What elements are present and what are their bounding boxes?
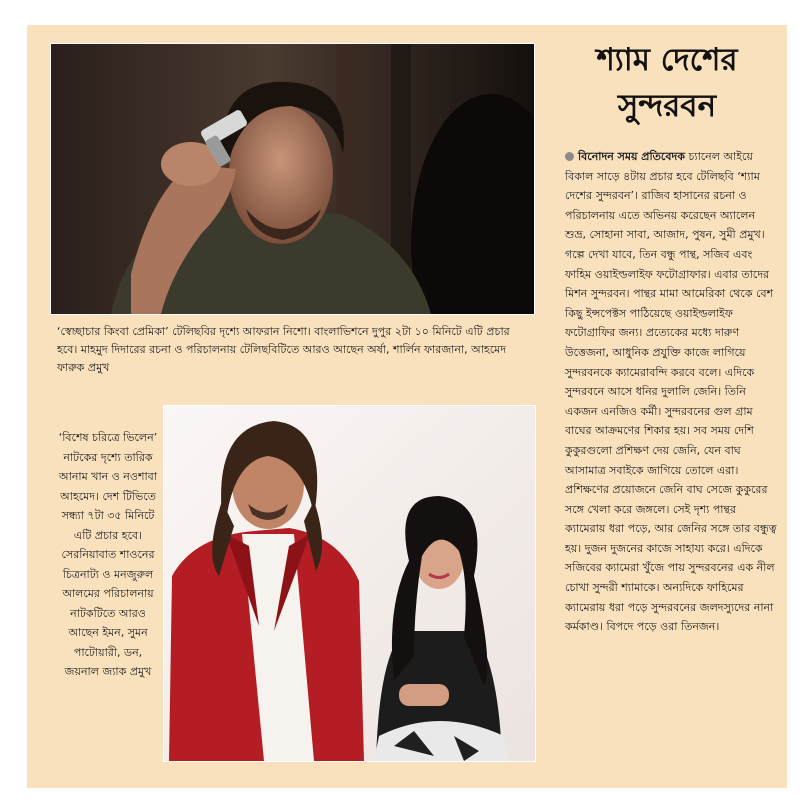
byline: বিনোদন সময় প্রতিবেদক bbox=[578, 150, 685, 163]
story-body: চ্যানেল আইয়ে বিকাল সাড়ে ৪টায় প্রচার হবে টেলিছবি ‘শ্যাম দেশের সুন্দরবন’। রাজিব হাসানের রচনা ও পরিচালনায় এতে অভিনয় করেছেন অ্যালেন শুভ্র, সোহানা সাবা, আজাদ, পুষন, সুমী প্রমুখ। গল্পে দেখা যাবে, তিন বন্ধু পান্থ, সজিব এবং ফাহিম ওয়াইল্ডলাইফ ফটোগ্রাফার। এবার তাদের মিশন সুন্দরবন। পান্থর মামা আমেরিকা থেকে বেশ কিছু ইন্সপেক্টস পাঠিয়েছে ওয়াইল্ডলাইফ ফটোগ্রাফির জন্য। প্রত্যেকের মধ্যে দারুণ উত্তেজনা, আধুনিক প্রযুক্তি কাজে লাগিয়ে সুন্দরবনকে ক্যামেরাবন্দি করবে বলে। এদিকে সুন্দরবনে আসে ধনির দুলালি জেনি। তিনি একজন এনজিও কর্মী। সুন্দরবনের গুল গ্রাম বাঘের আক্রমণের শিকার হয়। সব সময় দেশি কুকুরগুলো প্রশিক্ষণ দেয় জেনি, যেন বাঘ আসামাত্র সবাইকে জাগিয়ে তোলে এরা। প্রশিক্ষণের প্রয়োজনে জেনি বাঘ সেজে কুকুরের সঙ্গে খেলা করে জঙ্গলে। সেই দৃশ্য পান্থর ক্যামেরায় ধরা পড়ে, আর জেনির সঙ্গে তার বন্ধুত্ব হয়। দুজন দুজনের কাজে সাহায্য করে। এদিকে সজিবের ক্যামেরা খুঁজে পায় সুন্দরবনের এক নীল চোখা সুন্দরী শ্যামাকে। অন্যদিকে ফাহিমের ক্যামেরায় ধরা পড়ে সুন্দরবনের জলদস্যুদের নানা কর্মকাণ্ড। বিপদে পড়ে ওরা তিনজন। bbox=[565, 150, 777, 634]
headline: শ্যাম দেশের সুন্দরবন bbox=[596, 42, 738, 124]
photo-caption-side: ‘বিশেষ চরিত্রে ভিলেন’ নাটকের দৃশ্যে তারিক আনাম খান ও নওশাবা আহমেদ। দেশ টিভিতে সন্ধ্যা ৭টা ৩৫ মিনিটে এটি প্রচার হবে। সেরনিয়াবাত শাওনের চিত্রনাট্য ও মনজুরুল আলমের পরিচালনায় নাটকটিতে আরও আছেন ইমন, সুমন পাটোয়ারী, ডন, জয়নাল জ্যাক প্রমুখ bbox=[58, 431, 158, 678]
drama-scene-photo-man-with-gun bbox=[50, 43, 535, 315]
news-story bbox=[565, 147, 779, 637]
photo-caption-top: ‘স্বেচ্ছাচার কিংবা প্রেমিকা’ টেলিছবির দৃশ্যে আফরান নিশো। বাংলাভিশনে দুপুর ২টা ১০ মিনিটে এটি প্রচার হবে। মাহমুদ দিদারের রচনা ও পরিচালনায় টেলিছবিটিতে আরও আছেন অর্ষা, শার্লিন ফারজানা, আহমেদ ফারুক প্রমুখ bbox=[57, 325, 510, 374]
bullet-icon bbox=[565, 152, 574, 161]
drama-scene-photo-actor-actress bbox=[163, 405, 536, 762]
newspaper-page bbox=[27, 25, 787, 788]
